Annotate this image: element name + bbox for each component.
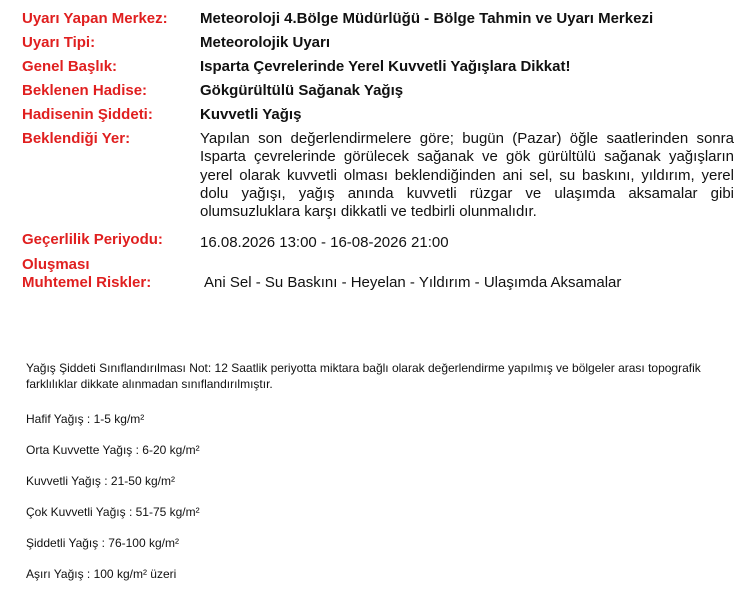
location-value: Yapılan son değerlendirmelere göre; bugün (Pazar) öğle saatlerinden sonra Isparta çevrelerinde görülecek sağanak ve gök gürültülü sağanak yağışların yerel olarak kuvvetli olması beklendiğinden ani sel, su baskını, yıldırım, yerel dolu yağışı, yağış anında kuvvetli rüzgar ve ulaşımda aksamalar gibi olumsuzluklara karşı dikkatli ve tedbirli olunmalıdır. (200, 130, 734, 221)
class-item-severe: Şiddetli Yağış : 76-100 kg/m² (26, 536, 179, 550)
warning-center-label: Uyarı Yapan Merkez: (22, 10, 168, 27)
row-severity (22, 106, 734, 124)
warning-type-label: Uyarı Tipi: (22, 34, 96, 51)
headline-label: Genel Başlık: (22, 58, 118, 75)
class-item-very-heavy: Çok Kuvvetli Yağış : 51-75 kg/m² (26, 505, 200, 519)
row-warning-type (22, 34, 734, 52)
risks-label-line2: Muhtemel Riskler: (22, 274, 152, 292)
class-item-heavy: Kuvvetli Yağış : 21-50 kg/m² (26, 474, 175, 488)
risks-label (22, 256, 200, 292)
warning-table (22, 10, 734, 298)
class-item-light: Hafif Yağış : 1-5 kg/m² (26, 412, 145, 426)
severity-value: Kuvvetli Yağış (200, 106, 302, 123)
row-location (22, 130, 734, 221)
row-headline (22, 58, 734, 76)
validity-value: 16.08.2026 13:00 - 16-08-2026 21:00 (200, 234, 449, 252)
row-warning-center (22, 10, 734, 28)
warning-center-value: Meteoroloji 4.Bölge Müdürlüğü - Bölge Tahmin ve Uyarı Merkezi (200, 10, 654, 27)
class-item-moderate: Orta Kuvvette Yağış : 6-20 kg/m² (26, 443, 200, 457)
classification-note-text: Yağış Şiddeti Sınıflandırılması Not: 12 Saatlik periyotta miktara bağlı olarak değerlendirme yapılmış ve bölgeler arası topografik farklılıklar dikkate alınmadan sınıflandırılmıştır. (26, 361, 701, 391)
warning-type-value: Meteorolojik Uyarı (200, 34, 331, 51)
risks-value: Ani Sel - Su Baskını - Heyelan - Yıldırım - Ulaşımda Aksamalar (204, 274, 622, 292)
location-label: Beklendiği Yer: (22, 130, 131, 147)
validity-label: Geçerlilik Periyodu: (22, 231, 163, 249)
classification-notes (26, 361, 726, 598)
severity-label: Hadisenin Şiddeti: (22, 106, 153, 123)
row-validity (22, 231, 734, 252)
expected-event-label: Beklenen Hadise: (22, 82, 148, 99)
headline-value: Isparta Çevrelerinde Yerel Kuvvetli Yağışlara Dikkat! (200, 58, 571, 75)
risks-label-line1: Oluşması (22, 256, 90, 274)
row-expected-event (22, 82, 734, 100)
class-item-extreme: Aşırı Yağış : 100 kg/m² üzeri (26, 567, 177, 581)
row-risks (22, 256, 734, 292)
expected-event-value: Gökgürültülü Sağanak Yağış (200, 82, 404, 99)
